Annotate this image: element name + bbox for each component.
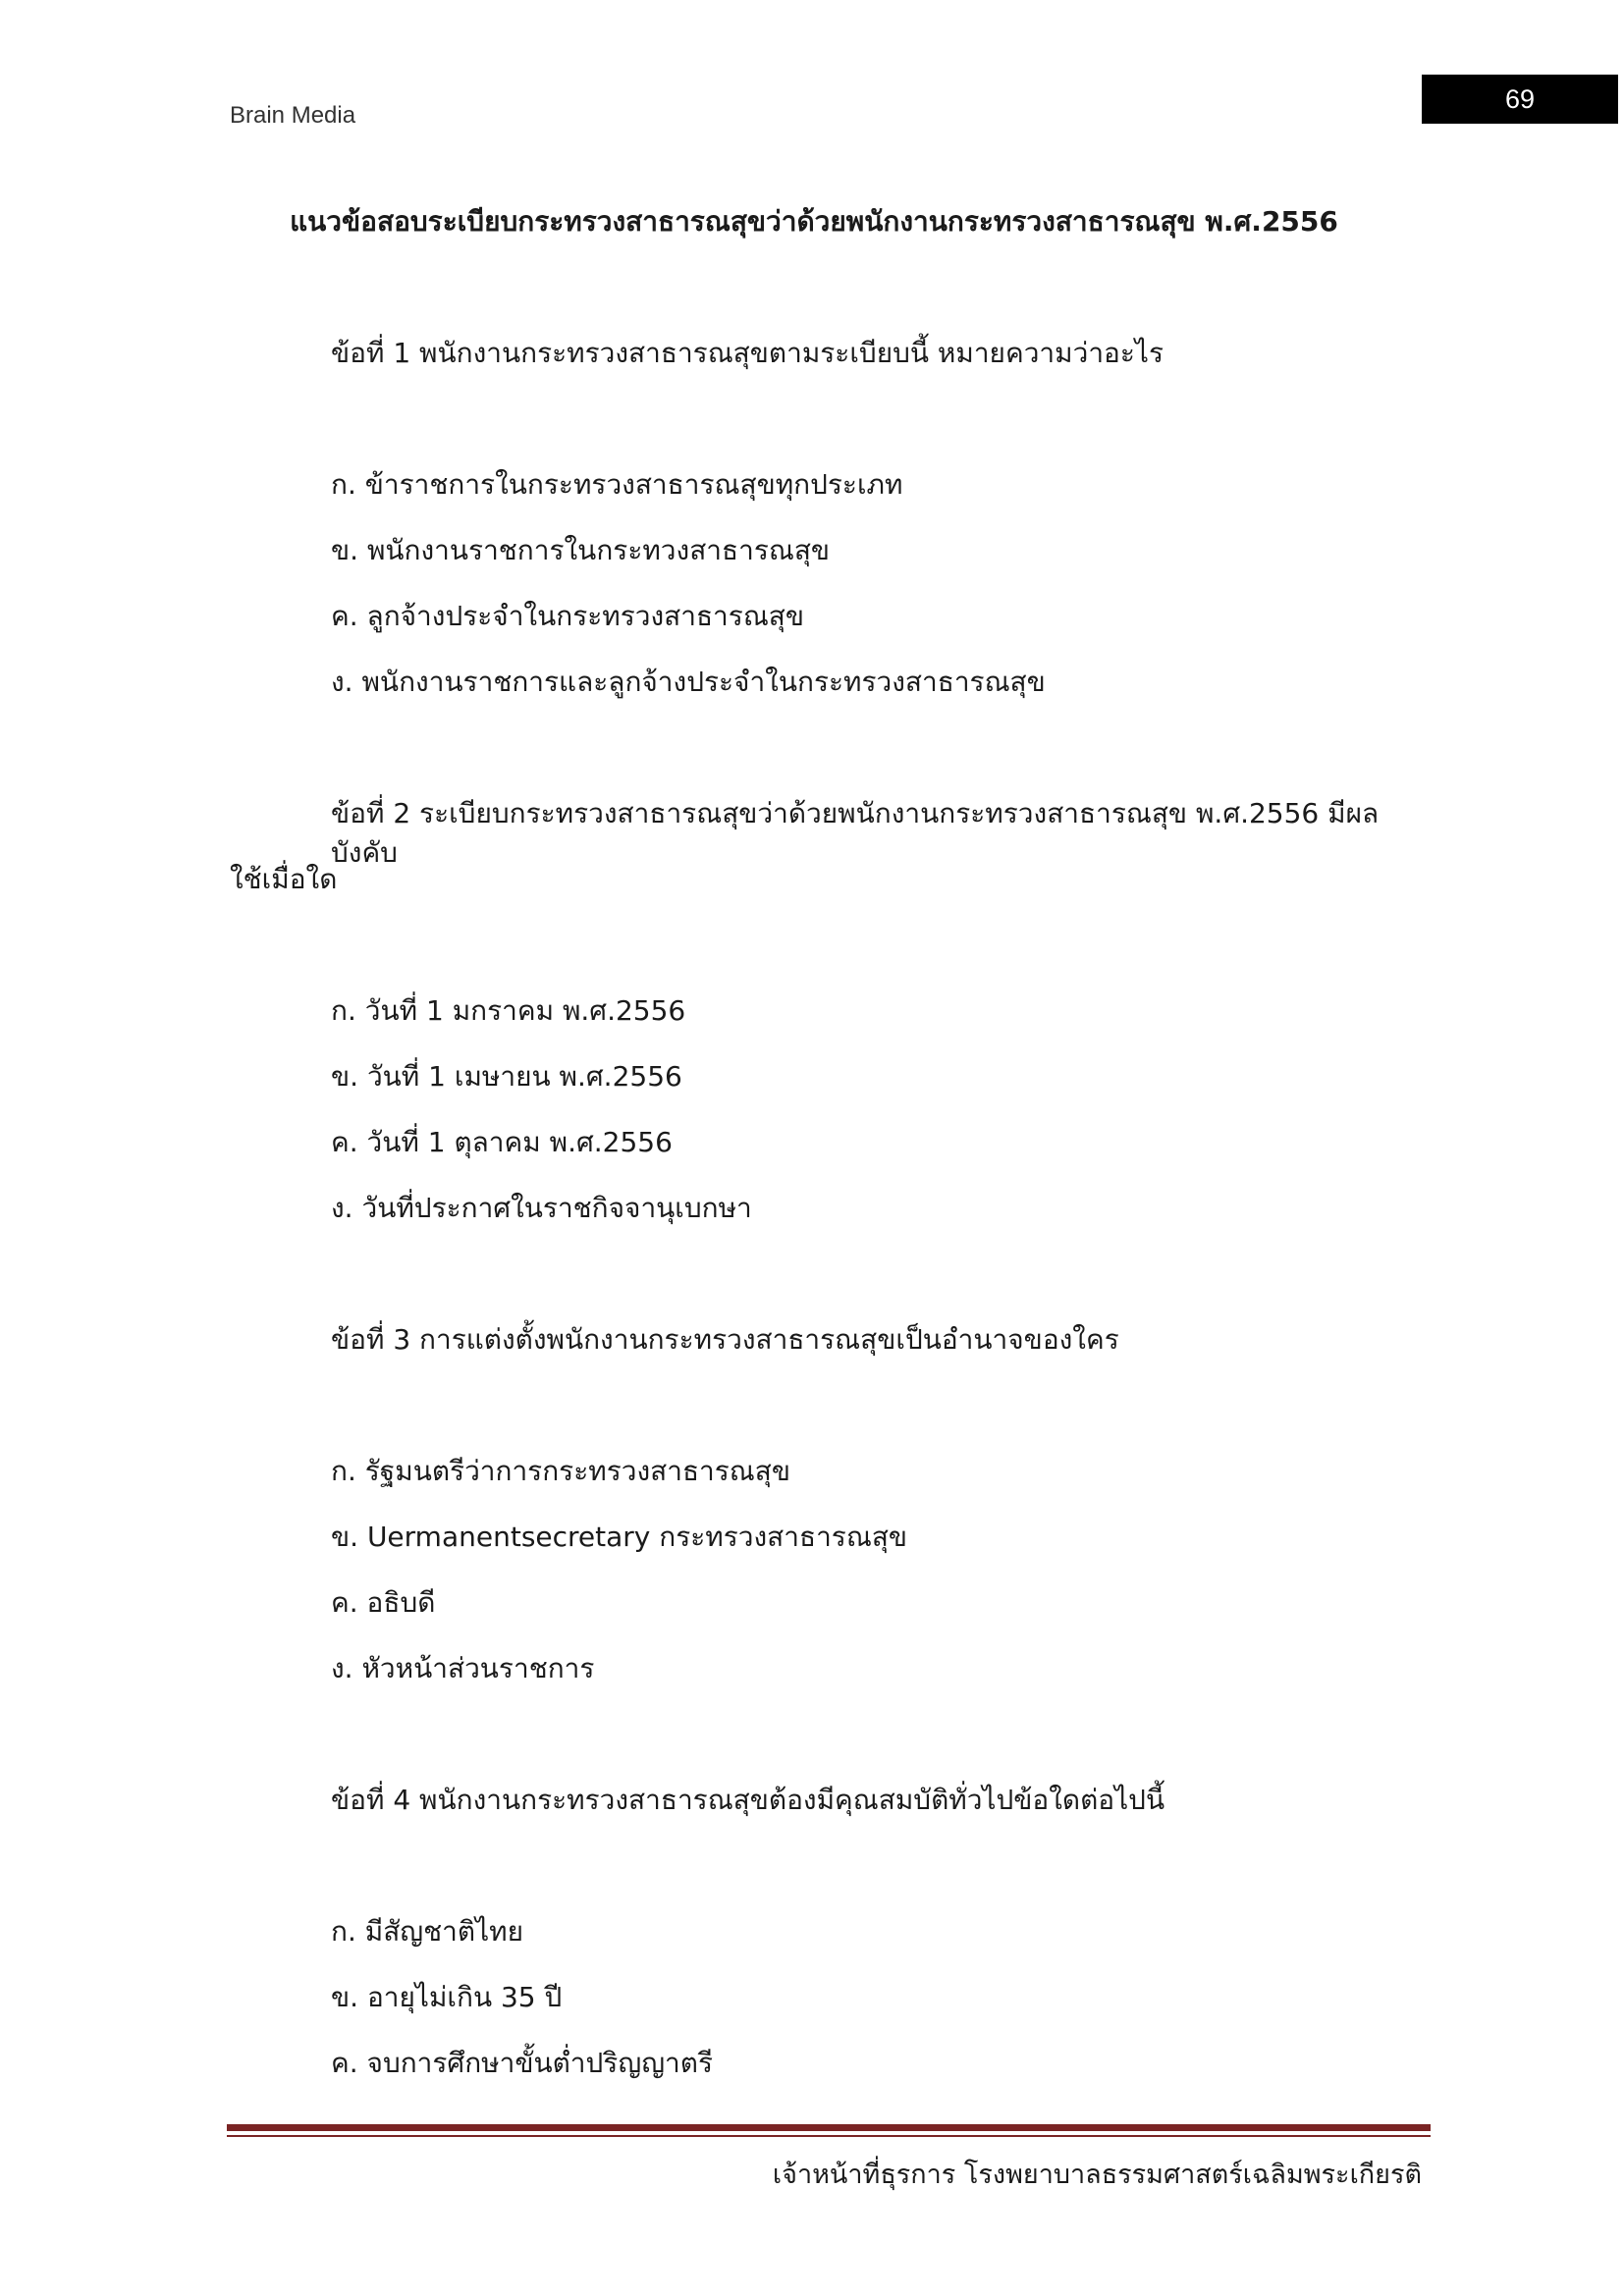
question-1-option-a: ก. ข้าราชการในกระทรวงสาธารณสุขทุกประเภท <box>331 468 903 501</box>
question-2: ข้อที่ 2 ระเบียบกระทรวงสาธารณสุขว่าด้วยพนักงานกระทรวงสาธารณสุข พ.ศ.2556 มีผลบังคับ <box>331 797 1380 869</box>
question-3-option-a: ก. รัฐมนตรีว่าการกระทรวงสาธารณสุข <box>331 1455 791 1487</box>
question-1-option-c: ค. ลูกจ้างประจำในกระทรวงสาธารณสุข <box>331 600 805 632</box>
question-4-option-a: ก. มีสัญชาติไทย <box>331 1915 524 1948</box>
question-1-option-b: ข. พนักงานราชการในกระทวงสาธารณสุข <box>331 534 831 566</box>
question-1: ข้อที่ 1 พนักงานกระทรวงสาธารณสุขตามระเบียบนี้ หมายความว่าอะไร <box>331 337 1164 369</box>
question-2-option-b: ข. วันที่ 1 เมษายน พ.ศ.2556 <box>331 1060 682 1093</box>
question-4-option-c: ค. จบการศึกษาขั้นต่ำปริญญาตรี <box>331 2047 713 2079</box>
question-3-option-c: ค. อธิบดี <box>331 1586 436 1619</box>
page-number: 69 <box>1422 75 1618 124</box>
document-title: แนวข้อสอบระเบียบกระทรวงสาธารณสุขว่าด้วยพนักงานกระทรวงสาธารณสุข พ.ศ.2556 <box>290 205 1338 238</box>
question-3-option-d: ง. หัวหน้าส่วนราชการ <box>331 1652 595 1684</box>
footer-text: เจ้าหน้าที่ธุรการ โรงพยาบาลธรรมศาสตร์เฉลิมพระเกียรติ <box>772 2160 1422 2190</box>
footer-rule-thick <box>227 2124 1431 2131</box>
question-4-option-b: ข. อายุไม่เกิน 35 ปี <box>331 1981 563 2013</box>
question-2-option-c: ค. วันที่ 1 ตุลาคม พ.ศ.2556 <box>331 1126 673 1158</box>
question-4: ข้อที่ 4 พนักงานกระทรวงสาธารณสุขต้องมีคุณสมบัติทั่วไปข้อใดต่อไปนี้ <box>331 1784 1165 1816</box>
question-2-option-a: ก. วันที่ 1 มกราคม พ.ศ.2556 <box>331 994 686 1027</box>
publisher-label: Brain Media <box>230 102 356 129</box>
question-2-continuation: ใช้เมื่อใด <box>230 863 338 895</box>
question-2-option-d: ง. วันที่ประกาศในราชกิจจานุเบกษา <box>331 1192 752 1224</box>
footer-rule-thin <box>227 2135 1431 2137</box>
question-3-option-b: ข. Uermanentsecretary กระทรวงสาธารณสุข <box>331 1521 908 1553</box>
question-3: ข้อที่ 3 การแต่งตั้งพนักงานกระทรวงสาธารณสุขเป็นอำนาจของใคร <box>331 1323 1119 1356</box>
question-1-option-d: ง. พนักงานราชการและลูกจ้างประจำในกระทรวงสาธารณสุข <box>331 666 1046 698</box>
